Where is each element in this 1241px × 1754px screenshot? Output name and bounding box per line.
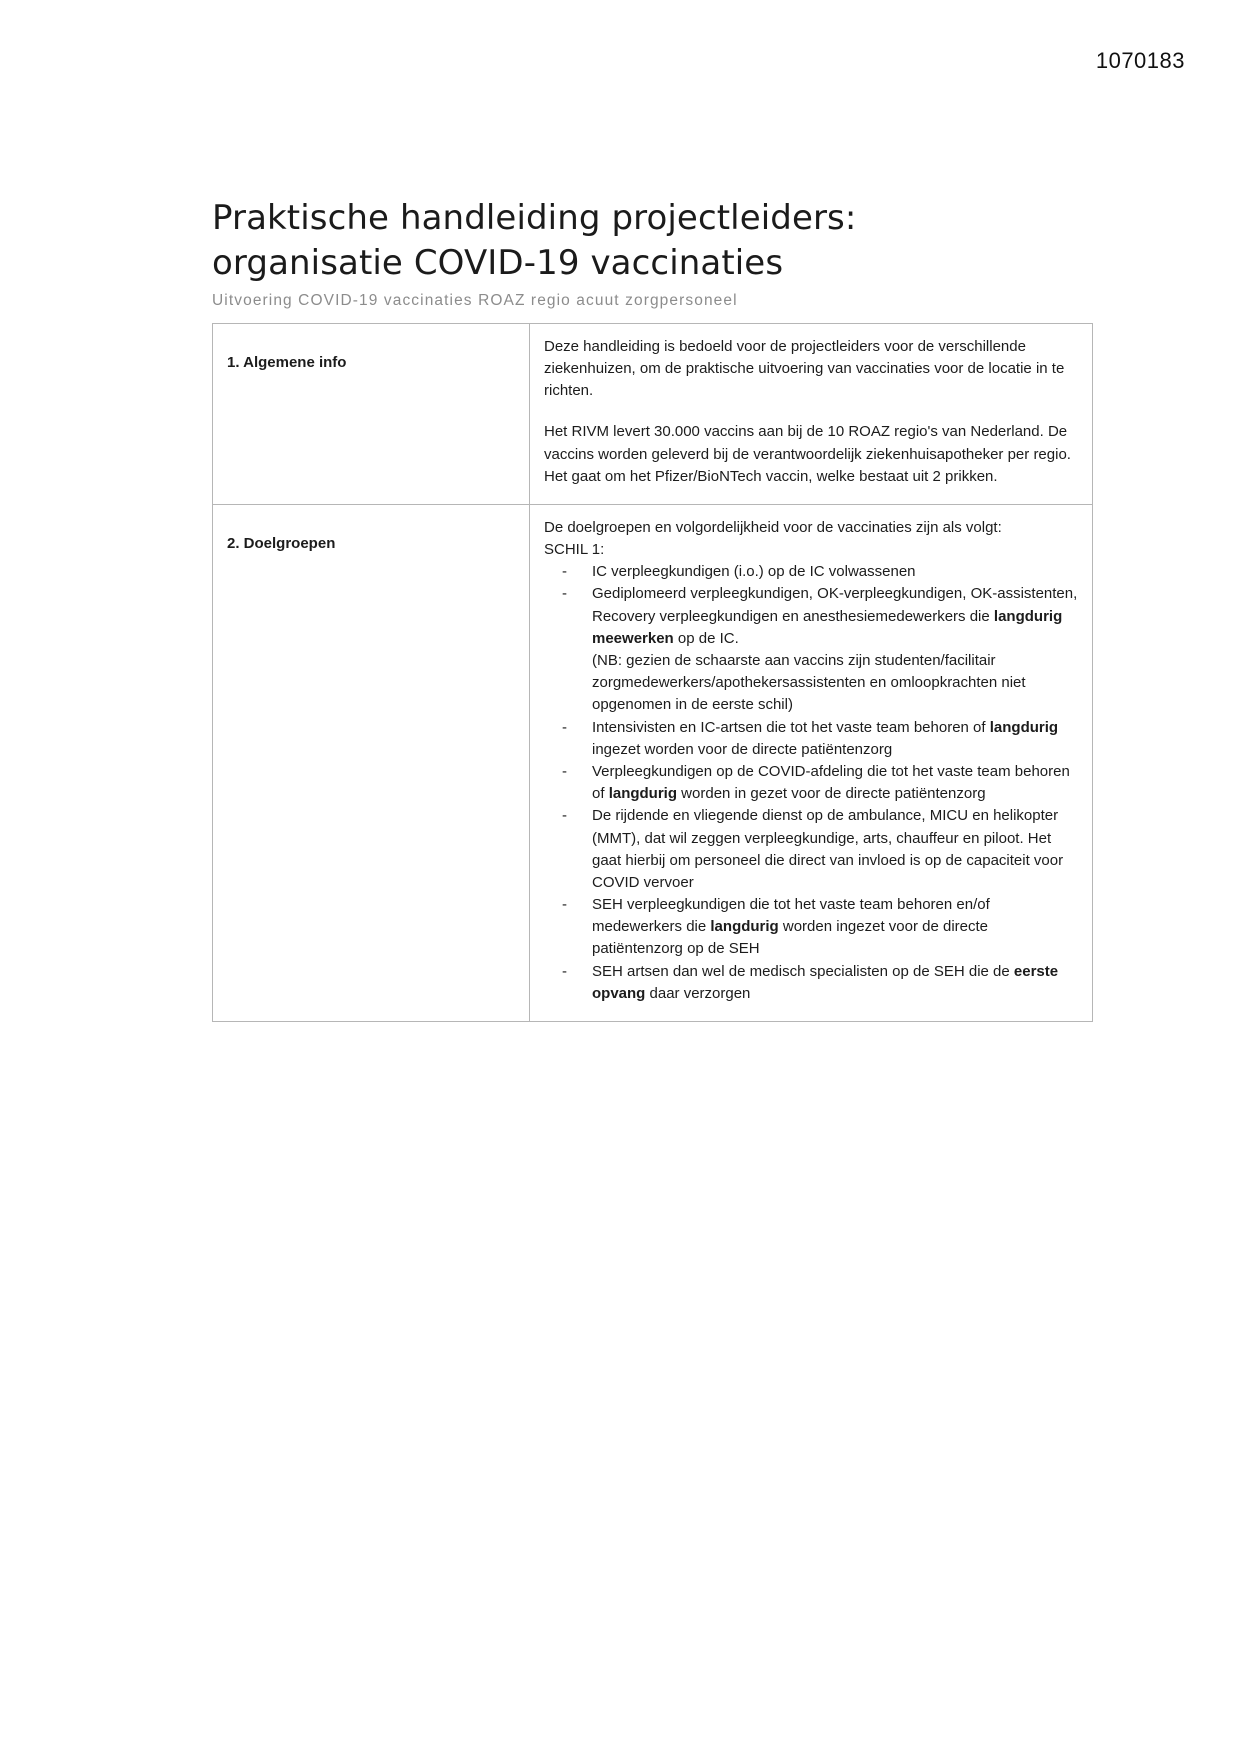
list-item-text: SEH verpleegkundigen die tot het vaste team behoren en/of medewerkers die — [592, 896, 990, 936]
list-item-text: worden ingezet voor de directe patiëntenzorg op de SEH — [592, 918, 989, 958]
list-item-text: worden in gezet voor de directe patiëntenzorg — [677, 785, 986, 803]
row-label-algemene-info: 1. Algemene info — [227, 353, 347, 371]
list-item — [590, 805, 1078, 894]
intro-line: De doelgroepen en volgordelijkheid voor de vaccinaties zijn als volgt: — [544, 518, 1002, 536]
list-item-text: daar verzorgen — [645, 984, 751, 1002]
row-label-doelgroepen: 2. Doelgroepen — [227, 534, 336, 552]
emphasis-text: langdurig — [989, 718, 1059, 736]
table-cell-label — [213, 504, 530, 1021]
table-row — [213, 323, 1093, 504]
emphasis-text: eerste opvang — [592, 962, 1059, 1002]
page-title-line-1: Praktische handleiding projectleiders: — [212, 198, 857, 238]
emphasis-text: langdurig — [608, 785, 678, 803]
list-item-text: De rijdende en vliegende dienst op de ambulance, MICU en helikopter (MMT), dat wil zeggen verpleegkundige, arts, chauffeur en piloot. Het gaat hierbij om personeel die direct van invloed is op de capaciteit voor COVID vervoer — [592, 807, 1064, 891]
page-subtitle: Uitvoering COVID-19 vaccinaties ROAZ regio acuut zorgpersoneel — [212, 291, 738, 309]
emphasis-text: langdurig — [710, 918, 779, 936]
list-item — [590, 561, 1078, 583]
list-item — [590, 583, 1078, 716]
list-item-text: SEH artsen dan wel de medisch specialisten op de SEH die de — [592, 962, 1014, 980]
list-item — [590, 717, 1078, 761]
page-title-line-2: organisatie COVID-19 vaccinaties — [212, 242, 784, 283]
list-item-text: op de IC. — [673, 629, 739, 647]
target-group-list — [544, 561, 1078, 1005]
list-item-text: (NB: gezien de schaarste aan vaccins zijn studenten/facilitair zorgmedewerkers/apothekersassistenten en omloopkrachten niet opgenomen in de eerste schil) — [592, 652, 1026, 714]
paragraph: Het RIVM levert 30.000 vaccins aan bij de 10 ROAZ regio's van Nederland. De vaccins worden geleverd bij de verantwoordelijk ziekenhuisapotheker per regio. — [544, 423, 1071, 463]
table-row — [213, 504, 1093, 1021]
list-item-text: Intensivisten en IC-artsen die tot het vaste team behoren of — [592, 718, 990, 736]
list-item — [590, 761, 1078, 805]
list-item — [590, 894, 1078, 961]
emphasis-text: langdurig meewerken — [592, 607, 1063, 647]
document-content — [212, 196, 1078, 1022]
list-item-text: ingezet worden voor de directe patiëntenzorg — [592, 740, 893, 758]
page-title — [212, 196, 1034, 286]
paragraph: Deze handleiding is bedoeld voor de projectleiders voor de verschillende ziekenhuizen, om de praktische uitvoering van vaccinaties voor de locatie in te richten. — [544, 337, 1065, 400]
paragraph: Het gaat om het Pfizer/BioNTech vaccin, welke bestaat uit 2 prikken. — [544, 467, 998, 485]
document-number: 1070183 — [1095, 48, 1185, 73]
list-item-text: Gediplomeerd verpleegkundigen, OK-verpleegkundigen, OK-assistenten, Recovery verpleegkundigen en anesthesiemedewerkers die — [592, 585, 1078, 625]
table-cell-label — [213, 323, 530, 504]
table-cell-body — [530, 323, 1093, 504]
guidance-table — [212, 323, 1093, 1022]
intro-line: SCHIL 1: — [544, 541, 605, 559]
list-item — [590, 961, 1078, 1005]
list-item-text: Verpleegkundigen op de COVID-afdeling die tot het vaste team behoren of — [592, 762, 1070, 803]
list-item-text: IC verpleegkundigen (i.o.) op de IC volwassenen — [592, 563, 916, 581]
table-cell-body — [530, 504, 1093, 1021]
